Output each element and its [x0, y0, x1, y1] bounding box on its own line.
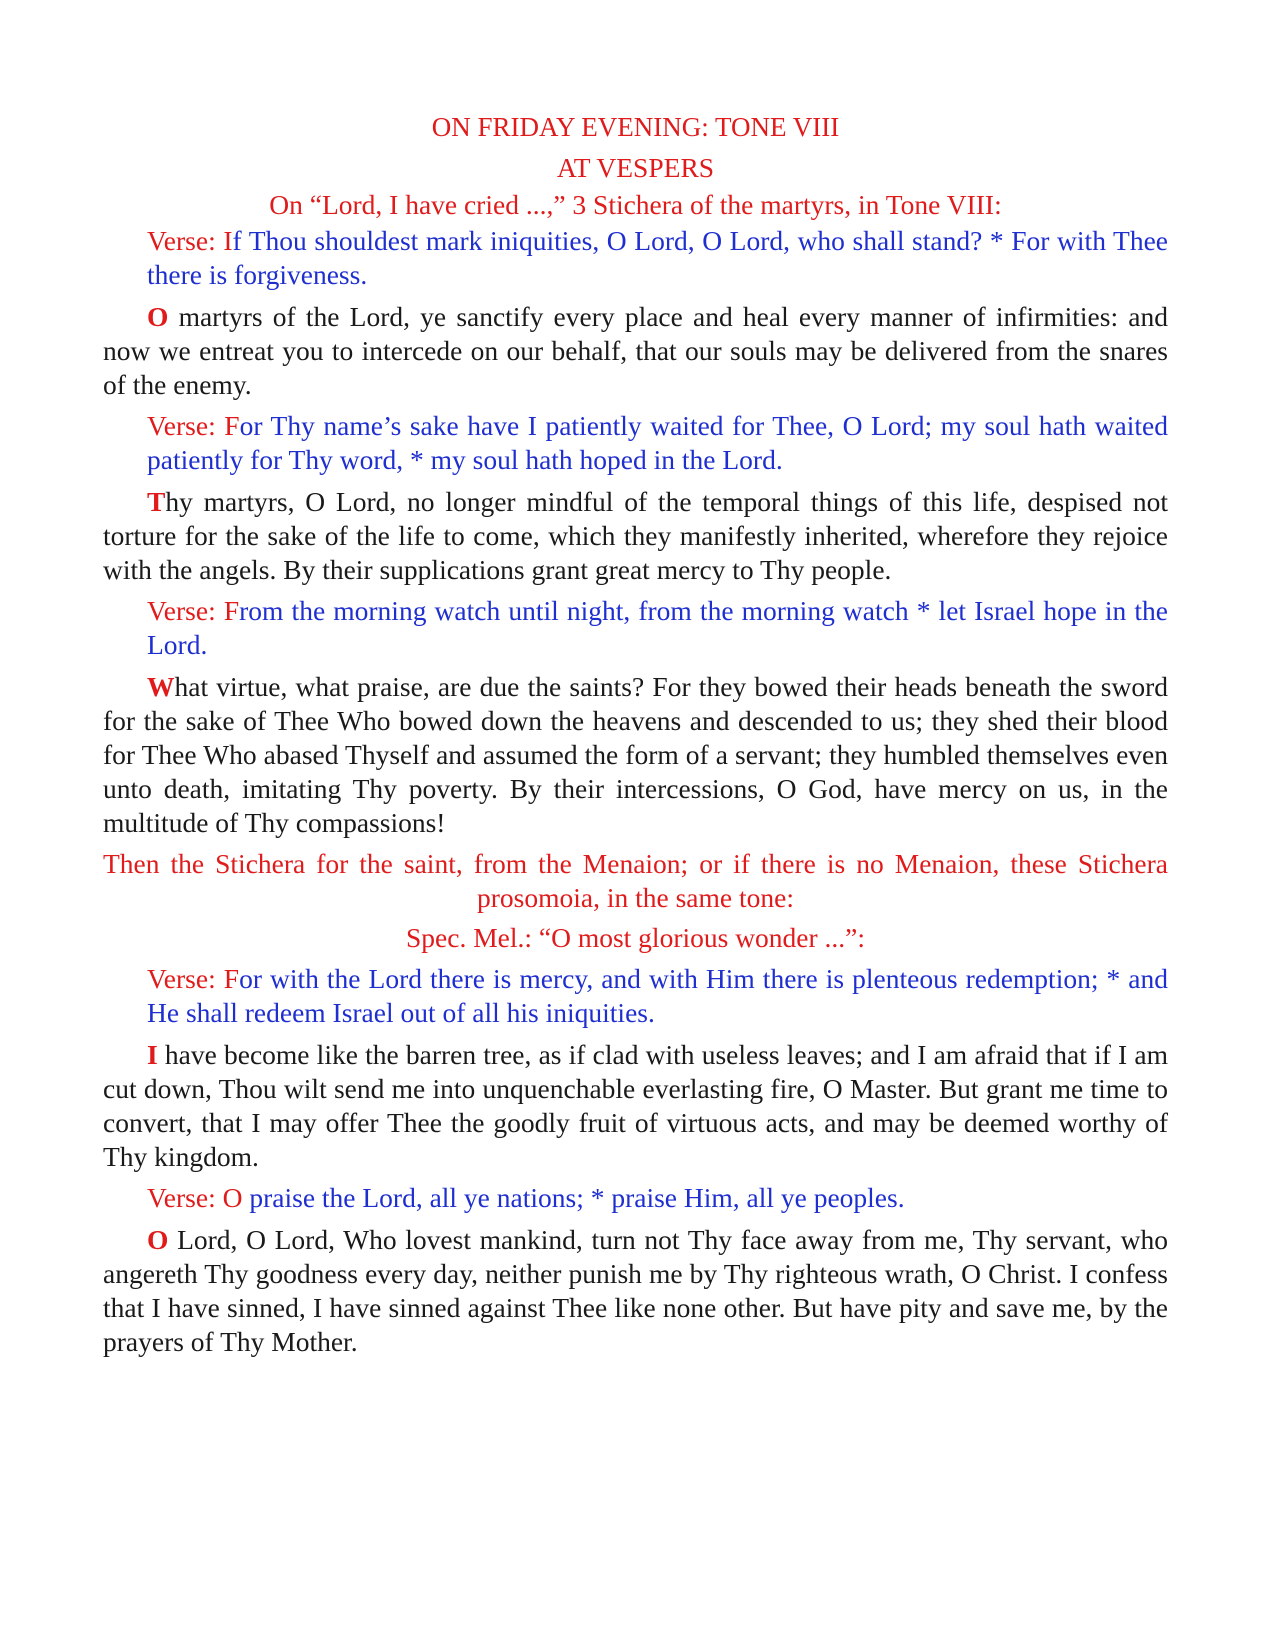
- rubric-special-melody: Spec. Mel.: “O most glorious wonder ...”:: [405, 922, 866, 953]
- sticheron-1: [103, 300, 1168, 402]
- sticheron-text: have become like the barren tree, as if clad with useless leaves; and I am afraid that if I am cut down, Thou wilt send me into unquenchable everlasting fire, O Master. But grant me time to convert, that I may offer Thee the goodly fruit of virtuous acts, and may be deemed worthy of Thy kingdom.: [103, 1039, 1168, 1172]
- initial-letter: I: [147, 1039, 158, 1070]
- verse-text: or Thy name’s sake have I patiently waited for Thee, O Lord; my soul hath waited patiently for Thy word, * my soul hath hoped in the Lord.: [147, 410, 1168, 475]
- verse-label: Verse:: [147, 963, 224, 994]
- sticheron-text: martyrs of the Lord, ye sanctify every place and heal every manner of infirmities: and now we entreat you to intercede on our behalf, that our souls may be delivered from the snares of the enemy.: [103, 301, 1168, 400]
- verse-text: rom the morning watch until night, from the morning watch * let Israel hope in the Lord.: [147, 595, 1168, 660]
- verse-text: praise the Lord, all ye nations; * praise Him, all ye peoples.: [242, 1182, 905, 1213]
- sticheron-text: hat virtue, what praise, are due the saints? For they bowed their heads beneath the sword for the sake of Thee Who bowed down the heavens and descended to us; they shed their blood for Thee Who abased Thyself and assumed the form of a servant; they humbled themselves even unto death, imitating Thy poverty. By their intercessions, O God, have mercy on us, in the multitude of Thy compassions!: [103, 671, 1168, 838]
- psalm-verse-3: [103, 594, 1168, 662]
- psalm-verse-5: [103, 1181, 1168, 1215]
- psalm-verse-1: [103, 224, 1168, 292]
- psalm-verse-2: [103, 409, 1168, 477]
- verse-initial: I: [223, 225, 233, 256]
- initial-letter: O: [147, 1224, 169, 1255]
- rubric-menaion: Then the Stichera for the saint, from the Menaion; or if there is no Menaion, these Stichera prosomoia, in the same tone:: [103, 848, 1168, 913]
- verse-label: Verse:: [147, 595, 224, 626]
- page-title: ON FRIDAY EVENING: TONE VIII: [431, 112, 840, 142]
- verse-label: Verse:: [147, 225, 224, 256]
- sticheron-2: [103, 485, 1168, 587]
- rubric-lord-i-have-cried: On “Lord, I have cried ...,” 3 Stichera of the martyrs, in Tone VIII:: [269, 189, 1002, 220]
- sticheron-5: [103, 1223, 1168, 1359]
- verse-initial: O: [222, 1182, 243, 1213]
- verse-initial: F: [223, 595, 240, 626]
- verse-initial: F: [223, 963, 240, 994]
- service-heading: AT VESPERS: [556, 152, 715, 183]
- verse-text: f Thou shouldest mark iniquities, O Lord, O Lord, who shall stand? * For with Thee there is forgiveness.: [147, 225, 1168, 290]
- verse-text: or with the Lord there is mercy, and with Him there is plenteous redemption; * and He shall redeem Israel out of all his iniquities.: [147, 963, 1168, 1028]
- sticheron-text: Lord, O Lord, Who lovest mankind, turn not Thy face away from me, Thy servant, who angereth Thy goodness every day, neither punish me by Thy righteous wrath, O Christ. I confess that I have sinned, I have sinned against Thee like none other. But have pity and save me, by the prayers of Thy Mother.: [103, 1224, 1168, 1357]
- psalm-verse-4: [103, 962, 1168, 1030]
- initial-letter: O: [147, 301, 169, 332]
- document-page: [103, 108, 1168, 1366]
- initial-letter: W: [147, 671, 175, 702]
- sticheron-3: [103, 670, 1168, 840]
- verse-label: Verse:: [147, 410, 225, 441]
- verse-initial: F: [224, 410, 240, 441]
- initial-letter: T: [147, 486, 166, 517]
- verse-label: Verse:: [147, 1182, 223, 1213]
- sticheron-4: [103, 1038, 1168, 1174]
- sticheron-text: hy martyrs, O Lord, no longer mindful of the temporal things of this life, despised not torture for the sake of the life to come, which they manifestly inherited, wherefore they rejoice with the angels. By their supplications grant great mercy to Thy people.: [103, 486, 1168, 585]
